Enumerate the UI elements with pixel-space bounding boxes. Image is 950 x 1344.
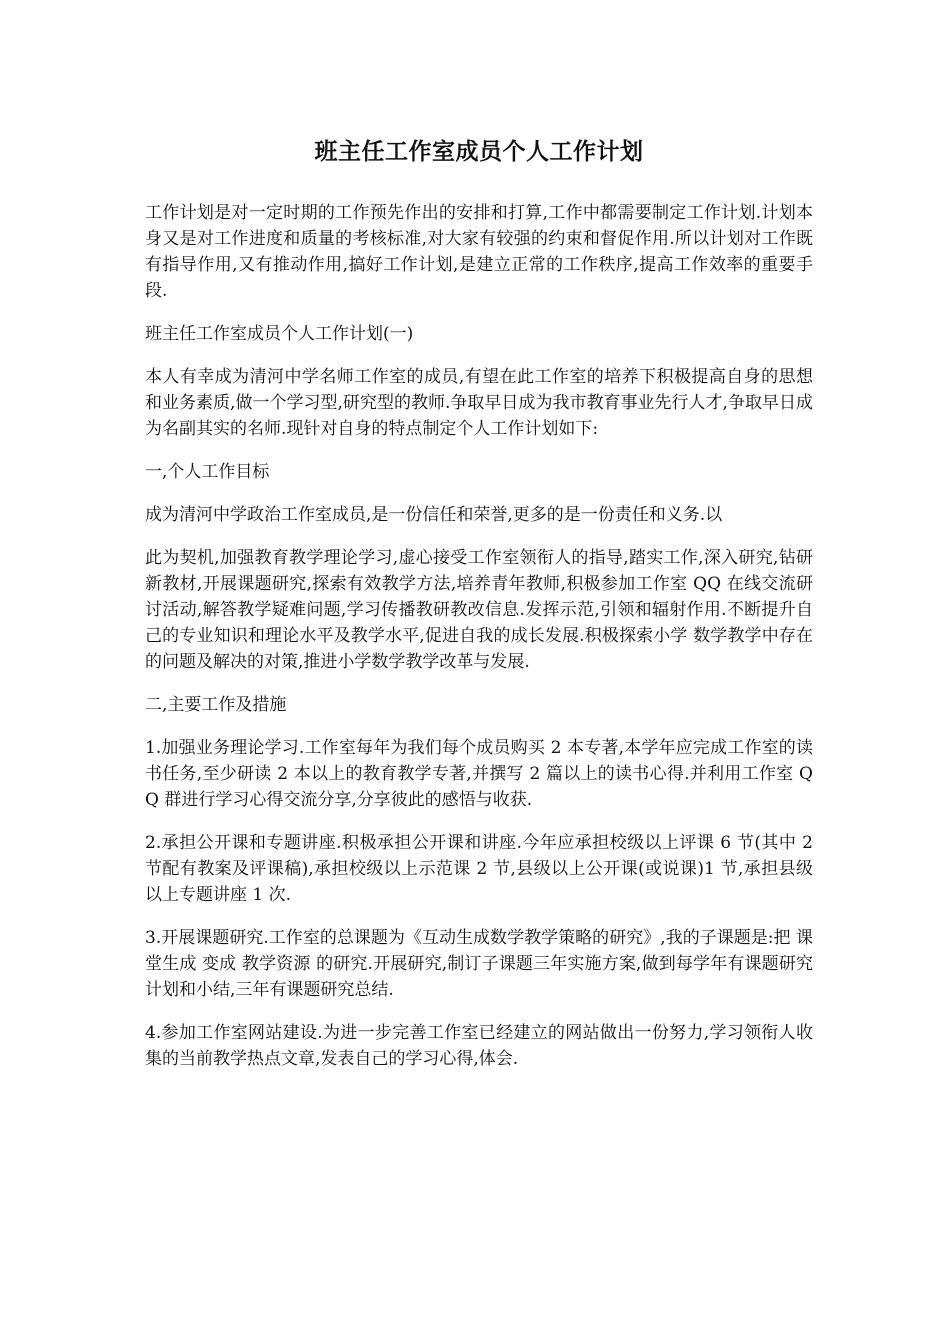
work-item-2: 2.承担公开课和专题讲座.积极承担公开课和讲座.今年应承担校级以上评课 6 节(其中 2 节配有教案及评课稿),承担校级以上示范课 2 节,县级以上公开课(或说课)1 节,承担县级以上专题讲座 1 次. xyxy=(145,833,813,905)
intro-paragraph: 工作计划是对一定时期的工作预先作出的安排和打算,工作中都需要制定工作计划.计划本身又是对工作进度和质量的考核标准,对大家有较强的约束和督促作用.所以计划对工作既有指导作用,又有推动作用,搞好工作计划,是建立正常的工作秩序,提高工作效率的重要手段. xyxy=(145,203,813,301)
goals-paragraph-1: 成为清河中学政治工作室成员,是一份信任和荣誉,更多的是一份责任和义务.以 xyxy=(145,505,723,525)
section-heading-plan-one: 班主任工作室成员个人工作计划(一) xyxy=(145,324,414,344)
work-item-4: 4.参加工作室网站建设.为进一步完善工作室已经建立的网站做出一份努力,学习领衔人收集的当前教学热点文章,发表自己的学习心得,体会. xyxy=(145,1023,813,1069)
document-body xyxy=(145,132,813,1089)
self-introduction-paragraph: 本人有幸成为清河中学名师工作室的成员,有望在此工作室的培养下积极提高自身的思想和业务素质,做一个学习型,研究型的教师.争取早日成为我市教育事业先行人才,争取早日成为名副其实的名师.现针对自身的特点制定个人工作计划如下: xyxy=(145,367,813,439)
heading-main-work: 二,主要工作及措施 xyxy=(145,695,287,715)
goals-paragraph-2: 此为契机,加强教育教学理论学习,虚心接受工作室领衔人的指导,踏实工作,深入研究,钻研新教材,开展课题研究,探索有效教学方法,培养青年教师,积极参加工作室 QQ 在线交流研讨活动,解答教学疑难问题,学习传播教研教改信息.发挥示范,引领和辐射作用.不断提升自己的专业知识和理论水平及教学水平,促进自我的成长发展.积极探索小学 数学教学中存在的问题及解决的对策,推进小学数学教学改革与发展. xyxy=(145,548,813,672)
document-title: 班主任工作室成员个人工作计划 xyxy=(314,138,644,165)
work-item-3: 3.开展课题研究.工作室的总课题为《互动生成数学教学策略的研究》,我的子课题是:把 课堂生成 变成 教学资源 的研究.开展研究,制订子课题三年实施方案,做到每学年有课题研究计划和小结,三年有课题研究总结. xyxy=(145,928,813,1000)
work-item-1: 1.加强业务理论学习.工作室每年为我们每个成员购买 2 本专著,本学年应完成工作室的读书任务,至少研读 2 本以上的教育教学专著,并撰写 2 篇以上的读书心得.并利用工作室 QQ 群进行学习心得交流分享,分享彼此的感悟与收获. xyxy=(145,738,813,810)
heading-personal-goals: 一,个人工作目标 xyxy=(145,462,270,482)
